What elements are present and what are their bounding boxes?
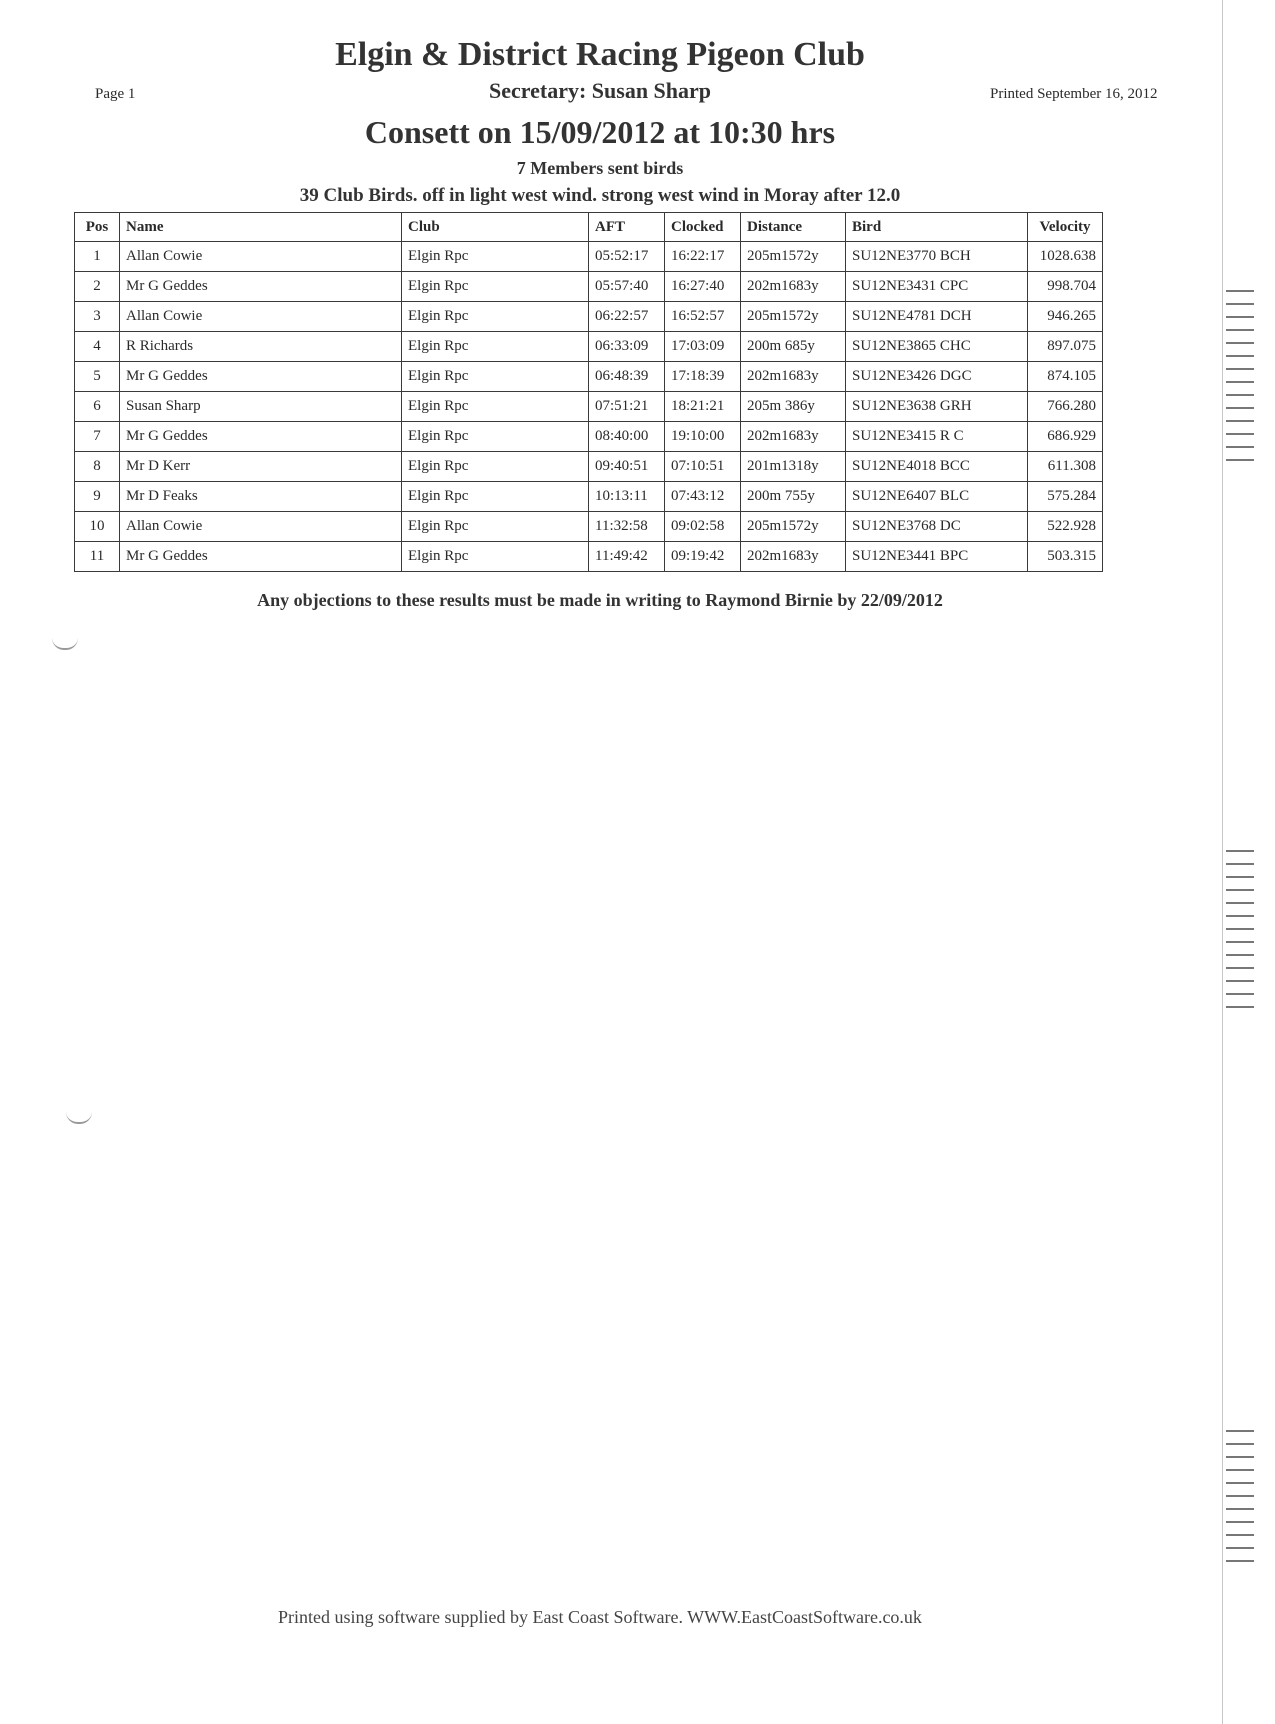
- cell-clocked: 19:10:00: [665, 422, 741, 452]
- scan-dash: [1226, 993, 1254, 995]
- cell-pos: 1: [75, 242, 120, 272]
- cell-velocity: 611.308: [1028, 452, 1103, 482]
- scan-dash: [1226, 355, 1254, 357]
- scan-dash: [1226, 342, 1254, 344]
- cell-club: Elgin Rpc: [402, 332, 589, 362]
- cell-clocked: 16:52:57: [665, 302, 741, 332]
- scan-dash: [1226, 850, 1254, 852]
- cell-distance: 202m1683y: [741, 422, 846, 452]
- column-header-clocked: Clocked: [665, 213, 741, 242]
- cell-bird: SU12NE3431 CPC: [846, 272, 1028, 302]
- cell-distance: 201m1318y: [741, 452, 846, 482]
- scan-dash: [1226, 902, 1254, 904]
- cell-name: Mr D Kerr: [120, 452, 402, 482]
- cell-name: Allan Cowie: [120, 512, 402, 542]
- cell-name: Mr G Geddes: [120, 272, 402, 302]
- scan-dash: [1226, 1560, 1254, 1562]
- table-row: [75, 272, 1103, 302]
- cell-distance: 205m1572y: [741, 242, 846, 272]
- cell-velocity: 766.280: [1028, 392, 1103, 422]
- scan-dash: [1226, 980, 1254, 982]
- cell-aft: 06:48:39: [589, 362, 665, 392]
- cell-pos: 4: [75, 332, 120, 362]
- cell-clocked: 09:02:58: [665, 512, 741, 542]
- cell-name: Susan Sharp: [120, 392, 402, 422]
- scan-dash: [1226, 316, 1254, 318]
- scan-dash: [1226, 967, 1254, 969]
- cell-clocked: 18:21:21: [665, 392, 741, 422]
- software-credit: Printed using software supplied by East Coast Software. WWW.EastCoastSoftware.co.uk: [278, 1607, 922, 1627]
- scan-dash: [1226, 889, 1254, 891]
- cell-name: Allan Cowie: [120, 302, 402, 332]
- column-header-club: Club: [402, 213, 589, 242]
- printed-date: Printed September 16, 2012: [990, 86, 1158, 102]
- cell-bird: SU12NE3441 BPC: [846, 542, 1028, 572]
- table-row: [75, 482, 1103, 512]
- scan-dash: [1226, 1006, 1254, 1008]
- cell-velocity: 686.929: [1028, 422, 1103, 452]
- cell-velocity: 946.265: [1028, 302, 1103, 332]
- cell-aft: 08:40:00: [589, 422, 665, 452]
- scan-edge-line: [1222, 0, 1223, 1724]
- table-row: [75, 392, 1103, 422]
- cell-pos: 11: [75, 542, 120, 572]
- race-title: Consett on 15/09/2012 at 10:30 hrs: [364, 114, 836, 150]
- cell-bird: SU12NE4781 DCH: [846, 302, 1028, 332]
- column-header-aft: AFT: [589, 213, 665, 242]
- table-row: [75, 332, 1103, 362]
- cell-club: Elgin Rpc: [402, 422, 589, 452]
- results-body: [75, 242, 1103, 572]
- cell-pos: 9: [75, 482, 120, 512]
- cell-club: Elgin Rpc: [402, 482, 589, 512]
- cell-bird: SU12NE3426 DGC: [846, 362, 1028, 392]
- scan-dash: [1226, 863, 1254, 865]
- cell-clocked: 17:03:09: [665, 332, 741, 362]
- scan-dash: [1226, 407, 1254, 409]
- scan-dash: [1226, 915, 1254, 917]
- cell-pos: 3: [75, 302, 120, 332]
- scan-dash: [1226, 1482, 1254, 1484]
- cell-pos: 5: [75, 362, 120, 392]
- cell-bird: SU12NE3638 GRH: [846, 392, 1028, 422]
- cell-bird: SU12NE3865 CHC: [846, 332, 1028, 362]
- scan-dash: [1226, 1430, 1254, 1432]
- cell-clocked: 17:18:39: [665, 362, 741, 392]
- cell-aft: 11:49:42: [589, 542, 665, 572]
- cell-distance: 202m1683y: [741, 542, 846, 572]
- cell-club: Elgin Rpc: [402, 302, 589, 332]
- cell-aft: 11:32:58: [589, 512, 665, 542]
- cell-distance: 205m1572y: [741, 302, 846, 332]
- table-row: [75, 302, 1103, 332]
- scan-dash: [1226, 433, 1254, 435]
- cell-distance: 202m1683y: [741, 362, 846, 392]
- results-table: [74, 212, 1103, 572]
- cell-club: Elgin Rpc: [402, 272, 589, 302]
- cell-distance: 200m 755y: [741, 482, 846, 512]
- scan-dash: [1226, 303, 1254, 305]
- cell-bird: SU12NE3770 BCH: [846, 242, 1028, 272]
- cell-velocity: 522.928: [1028, 512, 1103, 542]
- cell-name: Mr G Geddes: [120, 422, 402, 452]
- cell-clocked: 07:10:51: [665, 452, 741, 482]
- scan-dash: [1226, 459, 1254, 461]
- table-row: [75, 242, 1103, 272]
- scan-dash: [1226, 381, 1254, 383]
- race-note: 39 Club Birds. off in light west wind. strong west wind in Moray after 12.0: [299, 185, 901, 206]
- scan-dash: [1226, 941, 1254, 943]
- table-header-row: [75, 213, 1103, 242]
- scan-dash: [1226, 1469, 1254, 1471]
- scan-dash: [1226, 954, 1254, 956]
- table-row: [75, 542, 1103, 572]
- scan-smudge: [52, 638, 78, 650]
- cell-velocity: 874.105: [1028, 362, 1103, 392]
- cell-club: Elgin Rpc: [402, 362, 589, 392]
- cell-velocity: 575.284: [1028, 482, 1103, 512]
- table-row: [75, 512, 1103, 542]
- cell-aft: 10:13:11: [589, 482, 665, 512]
- cell-club: Elgin Rpc: [402, 392, 589, 422]
- cell-bird: SU12NE3768 DC: [846, 512, 1028, 542]
- cell-club: Elgin Rpc: [402, 542, 589, 572]
- cell-club: Elgin Rpc: [402, 242, 589, 272]
- cell-pos: 7: [75, 422, 120, 452]
- cell-aft: 05:57:40: [589, 272, 665, 302]
- cell-clocked: 16:22:17: [665, 242, 741, 272]
- cell-pos: 2: [75, 272, 120, 302]
- scan-dash: [1226, 1534, 1254, 1536]
- cell-pos: 10: [75, 512, 120, 542]
- scan-dash: [1226, 876, 1254, 878]
- scan-smudge: [66, 1112, 92, 1124]
- cell-aft: 05:52:17: [589, 242, 665, 272]
- column-header-velocity: Velocity: [1028, 213, 1103, 242]
- scan-dash: [1226, 1495, 1254, 1497]
- cell-velocity: 998.704: [1028, 272, 1103, 302]
- scan-dash: [1226, 329, 1254, 331]
- members-sent: 7 Members sent birds: [516, 158, 684, 178]
- cell-distance: 205m 386y: [741, 392, 846, 422]
- scan-dash: [1226, 290, 1254, 292]
- page-number: Page 1: [95, 86, 136, 102]
- cell-bird: SU12NE3415 R C: [846, 422, 1028, 452]
- table-row: [75, 362, 1103, 392]
- cell-aft: 06:22:57: [589, 302, 665, 332]
- cell-aft: 07:51:21: [589, 392, 665, 422]
- cell-name: Mr G Geddes: [120, 542, 402, 572]
- cell-distance: 205m1572y: [741, 512, 846, 542]
- scan-dash: [1226, 1508, 1254, 1510]
- table-row: [75, 452, 1103, 482]
- scan-dash: [1226, 394, 1254, 396]
- cell-name: Mr D Feaks: [120, 482, 402, 512]
- cell-velocity: 1028.638: [1028, 242, 1103, 272]
- cell-clocked: 07:43:12: [665, 482, 741, 512]
- cell-clocked: 09:19:42: [665, 542, 741, 572]
- column-header-name: Name: [120, 213, 402, 242]
- club-title: Elgin & District Racing Pigeon Club: [335, 36, 865, 73]
- column-header-distance: Distance: [741, 213, 846, 242]
- scan-dash: [1226, 368, 1254, 370]
- column-header-bird: Bird: [846, 213, 1028, 242]
- cell-clocked: 16:27:40: [665, 272, 741, 302]
- cell-name: Allan Cowie: [120, 242, 402, 272]
- cell-velocity: 503.315: [1028, 542, 1103, 572]
- cell-bird: SU12NE4018 BCC: [846, 452, 1028, 482]
- cell-aft: 09:40:51: [589, 452, 665, 482]
- secretary-line: Secretary: Susan Sharp: [488, 78, 712, 103]
- scan-dash: [1226, 928, 1254, 930]
- cell-bird: SU12NE6407 BLC: [846, 482, 1028, 512]
- column-header-pos: Pos: [75, 213, 120, 242]
- cell-distance: 202m1683y: [741, 272, 846, 302]
- cell-distance: 200m 685y: [741, 332, 846, 362]
- cell-name: R Richards: [120, 332, 402, 362]
- scan-dash: [1226, 446, 1254, 448]
- cell-pos: 6: [75, 392, 120, 422]
- objections-notice: Any objections to these results must be made in writing to Raymond Birnie by 22/09/2012: [257, 590, 943, 610]
- cell-aft: 06:33:09: [589, 332, 665, 362]
- table-row: [75, 422, 1103, 452]
- scan-dash: [1226, 1456, 1254, 1458]
- cell-pos: 8: [75, 452, 120, 482]
- scan-dash: [1226, 1547, 1254, 1549]
- scan-dash: [1226, 1443, 1254, 1445]
- scan-dash: [1226, 420, 1254, 422]
- cell-club: Elgin Rpc: [402, 452, 589, 482]
- scan-dash: [1226, 1521, 1254, 1523]
- cell-club: Elgin Rpc: [402, 512, 589, 542]
- cell-velocity: 897.075: [1028, 332, 1103, 362]
- cell-name: Mr G Geddes: [120, 362, 402, 392]
